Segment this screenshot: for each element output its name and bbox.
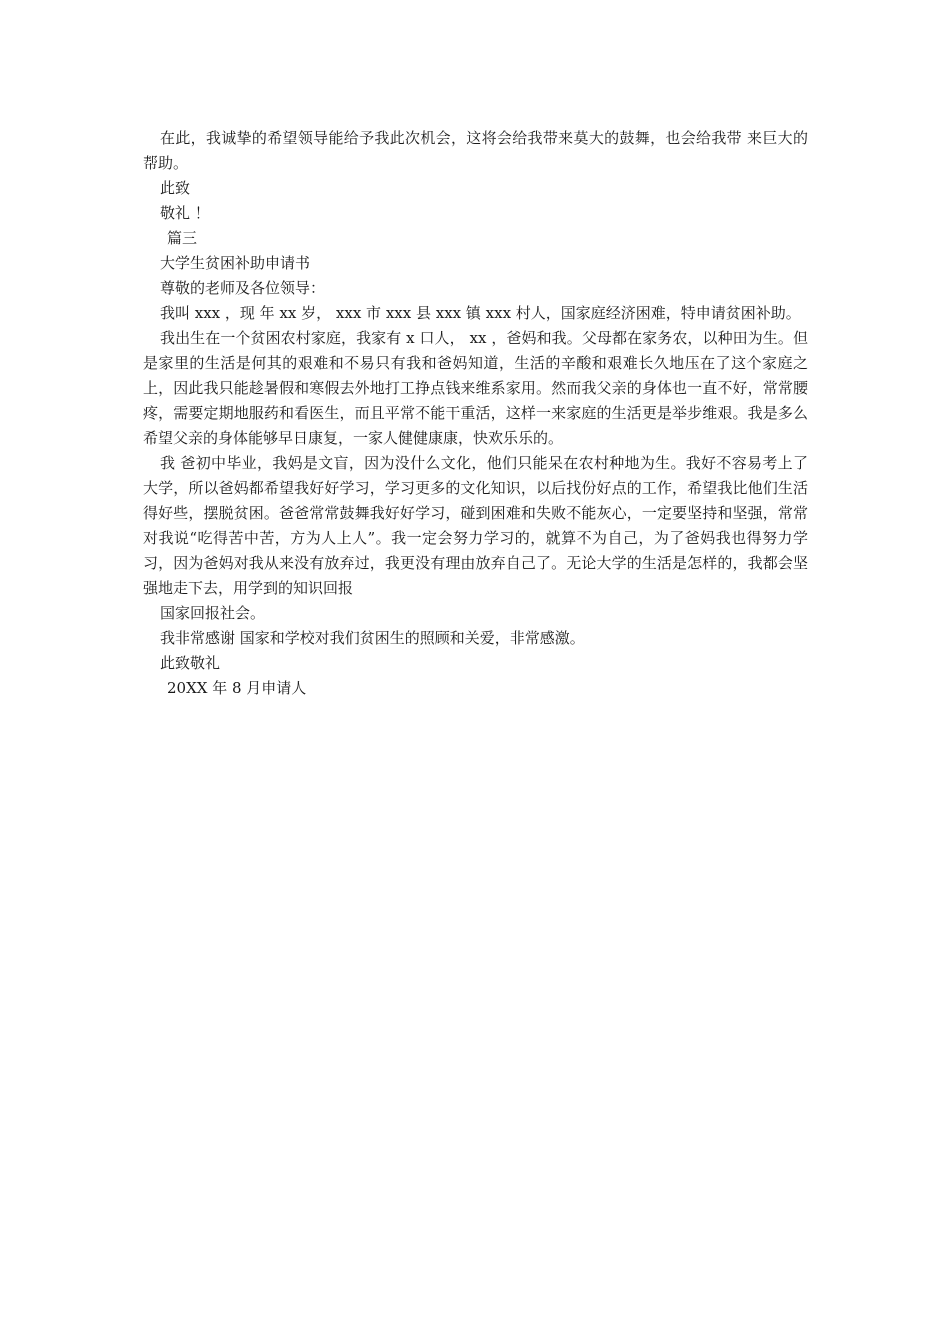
salutation-line: 此致 — [160, 179, 191, 197]
date-signature-line: 20XX 年 8 月申请人 — [167, 679, 307, 697]
document-body — [143, 126, 808, 701]
regards-line: 敬礼 ！ — [160, 204, 210, 222]
greeting-line: 尊敬的老师及各位领导： — [160, 279, 326, 297]
section-heading: 篇三 — [167, 229, 198, 247]
closing-request-paragraph: 在此，我诚挚的希望领导能给予我此次机会，这将会给我带来莫大的鼓舞，也会给我带 来巨大的帮助。 — [143, 129, 808, 172]
continuation-line: 国家回报社会。 — [160, 604, 266, 622]
document-title: 大学生贫困补助申请书 — [160, 254, 311, 272]
family-paragraph: 我出生在一个贫困农村家庭，我家有 x 口人， xx ，爸妈和我。父母都在家务农，以种田为生。但是家里的生活是何其的艰难和不易只有我和爸妈知道，生活的辛酸和艰难长久地压在了这个家庭之上，因此我只能趁暑假和寒假去外地打工挣点钱来维系家用。然而我父亲的身体也一直不好，常常腰疼，需要定期地服药和看医生，而且平常不能干重活，这样一来家庭的生活更是举步维艰。我是多么希望父亲的身体能够早日康复，一家人健健康康，快欢乐乐的。 — [143, 329, 808, 447]
thanks-paragraph: 我非常感谢 国家和学校对我们贫困生的照顾和关爱，非常感激。 — [160, 629, 585, 647]
parents-paragraph: 我 爸初中毕业，我妈是文盲，因为没什么文化，他们只能呆在农村种地为生。我好不容易考上了大学，所以爸妈都希望我好好学习，学习更多的文化知识，以后找份好点的工作，希望我比他们生活得好些，摆脱贫困。爸爸常常鼓舞我好好学习，碰到困难和失败不能灰心，一定要坚持和坚强，常常对我说“吃得苦中苦，方为人上人”。我一定会努力学习的，就算不为自己，为了爸妈我也得努力学习，因为爸妈对我从来没有放弃过，我更没有理由放弃自己了。无论大学的生活是怎样的，我都会坚强地走下去，用学到的知识回报 — [143, 454, 808, 597]
closing-line: 此致敬礼 — [160, 654, 221, 672]
intro-paragraph: 我叫 xxx ，现 年 xx 岁， xxx 市 xxx 县 xxx 镇 xxx 村人，国家庭经济困难，特申请贫困补助。 — [160, 304, 801, 322]
